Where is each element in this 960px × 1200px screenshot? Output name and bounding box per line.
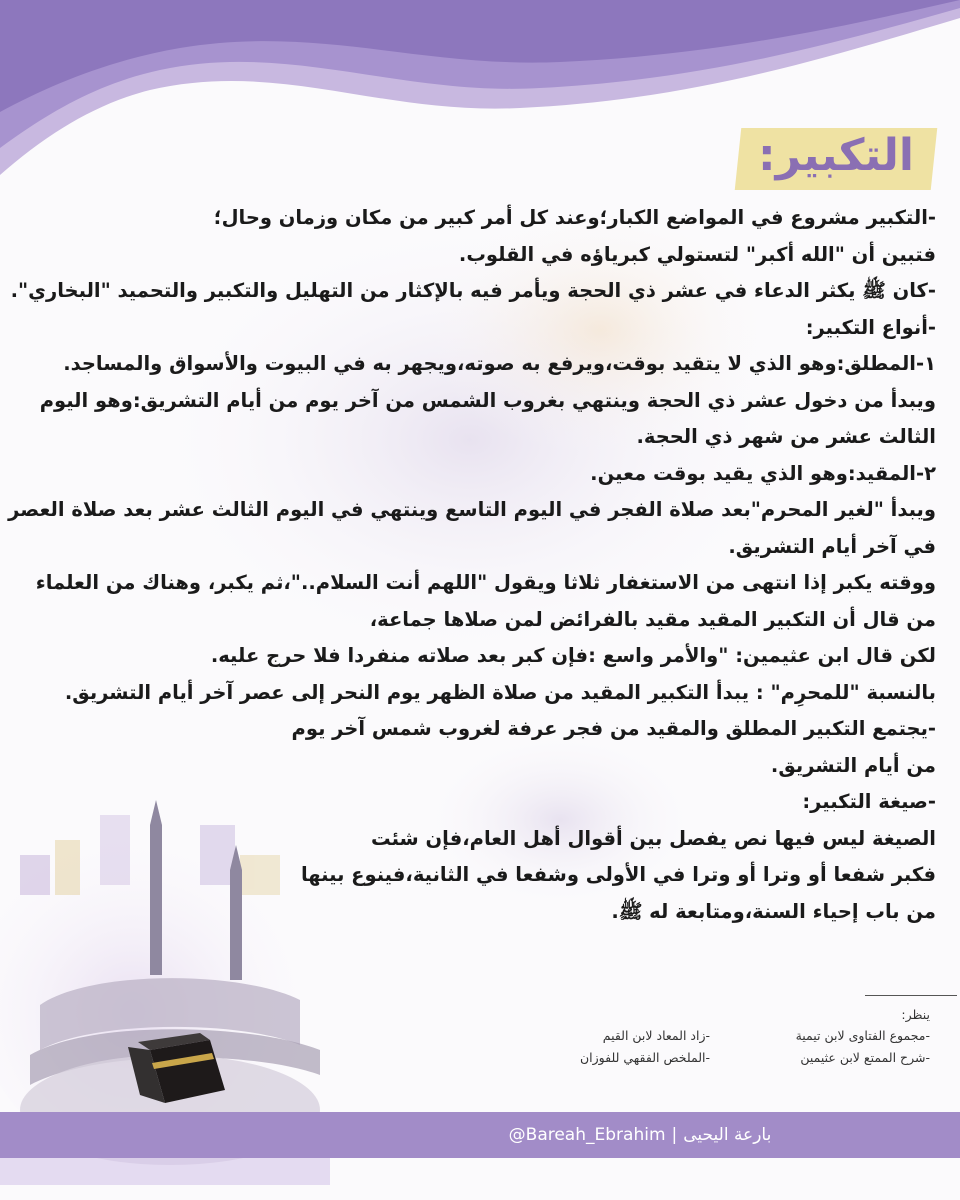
text-line: من أيام التشريق. [770,753,936,777]
text-line: ووقته يكبر إذا انتهى من الاستغفار ثلاثا ويقول "اللهم أنت السلام.."،ثم يكبر، وهناك من العلماء [35,571,936,594]
references-divider [865,995,957,996]
page-title: التكبير: [757,130,915,181]
reference-item: -زاد المعاد لابن القيم [602,1028,710,1043]
text-line: لكن قال ابن عثيمين: "والأمر واسع :فإن كبر بعد صلاته منفردا فلا حرج عليه. [210,644,936,667]
text-line: فتبين أن "الله أكبر" لتستولي كبرياؤه في القلوب. [458,242,936,266]
text-line: من باب إحياء السنة،ومتابعة له ﷺ. [611,899,936,923]
reference-item: -مجموع الفتاوى لابن تيمية [795,1028,930,1043]
references-label: ينظر: [901,1007,930,1022]
footer-author: بارعة اليحيى [683,1125,772,1145]
footer-credit [490,1112,790,1158]
text-line: الصيغة ليس فيها نص يفصل بين أقوال أهل العام،فإن شئت [370,826,936,850]
text-line: فكبر شفعا أو وترا أو وترا في الأولى وشفعا في الثانية،فينوع بينها [300,863,936,886]
text-line: ١-المطلق:وهو الذي لا يتقيد بوقت،ويرفع به صوته،ويجهر به في البيوت والأسواق والمساجد. [63,352,936,375]
text-line: بالنسبة "للمحرِم" : يبدأ التكبير المقيد من صلاة الظهر يوم النحر إلى عصر آخر أيام التشريق. [64,680,936,704]
text-line: -كان ﷺ يكثر الدعاء في عشر ذي الحجة ويأمر فيه بالإكثار من التهليل والتكبير والتحميد "البخاري". [10,279,936,302]
text-line: ويبدأ "لغير المحرم"بعد صلاة الفجر في اليوم التاسع وينتهي في اليوم الثالث عشر بعد صلاة العصر [8,498,936,521]
footer-separator: | [671,1125,678,1145]
text-line: الثالث عشر من شهر ذي الحجة. [636,425,936,448]
reference-item: -شرح الممتع لابن عثيمين [800,1050,930,1065]
text-line: -التكبير مشروع في المواضع الكبار؛وعند كل أمر كبير من مكان وزمان وحال؛ [213,206,936,229]
text-line: في آخر أيام التشريق. [728,534,936,558]
references [490,1005,930,1069]
reference-item: -الملخص الفقهي للفوزان [579,1050,710,1065]
text-line: من قال أن التكبير المقيد مقيد بالفرائض لمن صلاها جماعة، [369,607,936,631]
text-line: -أنواع التكبير: [805,315,936,339]
text-line: -يجتمع التكبير المطلق والمقيد من فجر عرفة لغروب شمس آخر يوم [291,717,936,740]
footer-bar [0,1112,960,1158]
text-line: -صيغة التكبير: [802,790,936,813]
text-line: ويبدأ من دخول عشر ذي الحجة وينتهي بغروب الشمس من آخر يوم من أيام التشريق:وهو اليوم [39,388,936,412]
footer-handle: @Bareah_Ebrahim [508,1125,666,1145]
text-line: ٢-المقيد:وهو الذي يقيد بوقت معين. [590,461,936,485]
